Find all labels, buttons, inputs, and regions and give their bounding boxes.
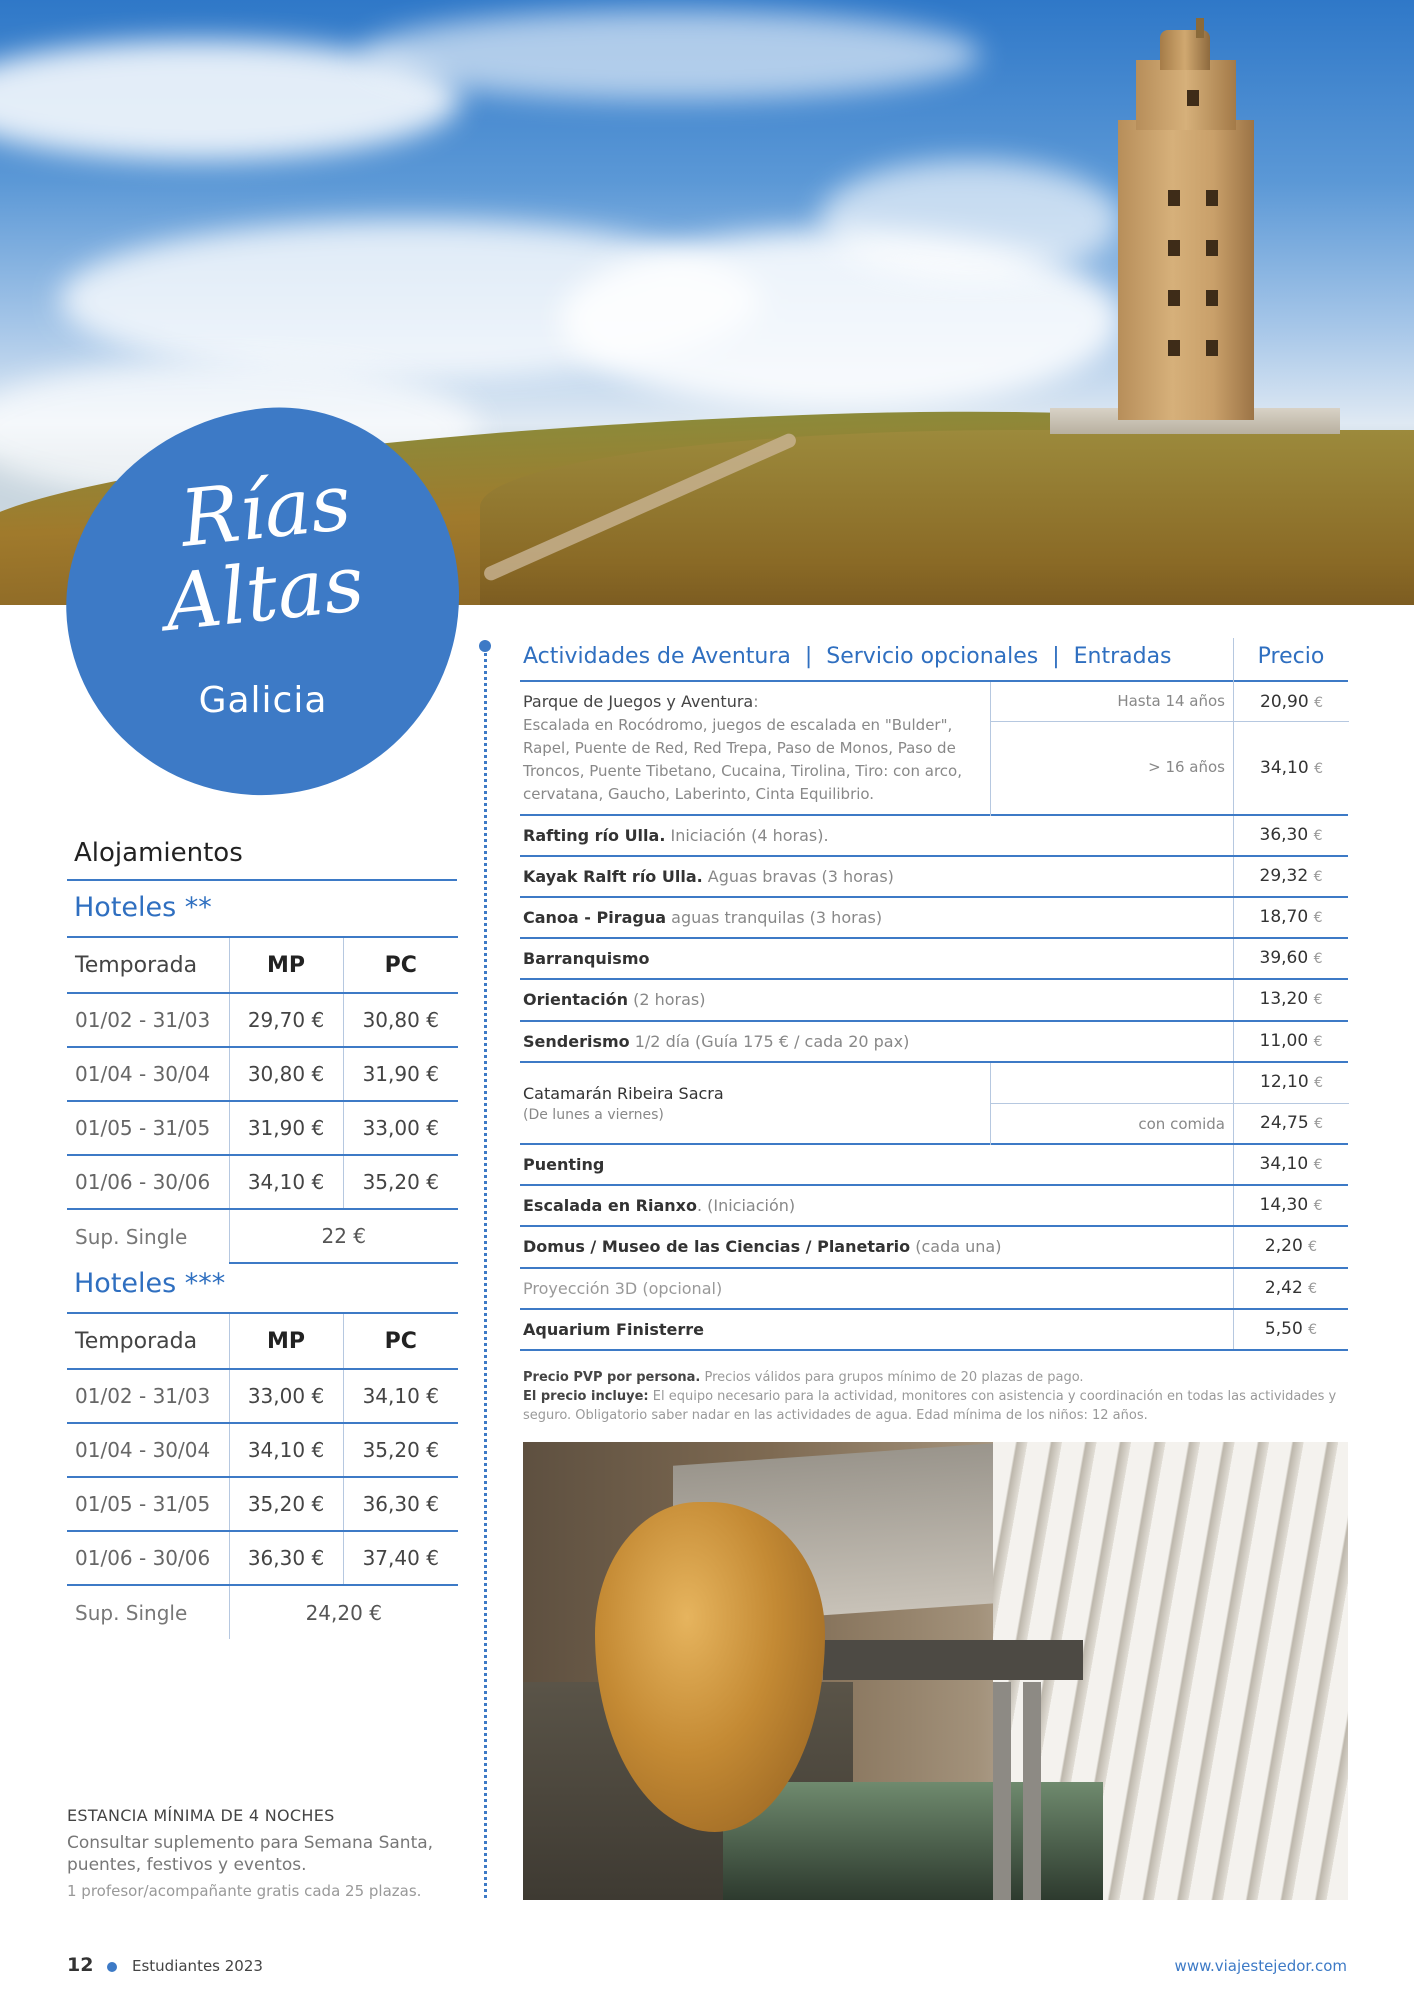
- pvp-label: Precio PVP por persona.: [523, 1370, 701, 1385]
- single-supplement-label: Sup. Single: [75, 1600, 188, 1625]
- price-value: 12,10: [1260, 1072, 1309, 1092]
- page-number: 12: [67, 1954, 94, 1976]
- accommodation-heading: Alojamientos: [74, 838, 243, 868]
- season-header: Temporada: [67, 937, 229, 993]
- activity-name: Domus / Museo de las Ciencias / Planetario: [523, 1237, 911, 1256]
- currency: €: [1314, 1116, 1323, 1132]
- activity-name: Senderismo: [523, 1032, 630, 1051]
- hotels-2-star-title: Hoteles **: [74, 892, 212, 923]
- activity-detail: 1/2 día (Guía 175 € / cada 20 pax): [629, 1032, 910, 1051]
- mp-price-cell: 31,90 €: [229, 1101, 343, 1155]
- table-row: [520, 1063, 1348, 1145]
- pc-price-cell: 35,20 €: [343, 1155, 458, 1209]
- season-cell: 01/02 - 31/03: [67, 1369, 229, 1423]
- activity-name-suffix: :: [753, 692, 759, 711]
- teacher-note: 1 profesor/acompañante gratis cada 25 plazas.: [67, 1882, 422, 1900]
- mp-price-cell: 29,70 €: [229, 993, 343, 1047]
- activity-detail: aguas tranquilas (3 horas): [666, 908, 883, 927]
- activity-name: Orientación: [523, 990, 629, 1009]
- season-cell: 01/04 - 30/04: [67, 1047, 229, 1101]
- table-row: [67, 1477, 458, 1531]
- table-row: [520, 682, 1348, 816]
- activity-name: Aquarium Finisterre: [523, 1320, 704, 1339]
- hotels-3-star-title: Hoteles ***: [74, 1268, 226, 1299]
- activities-heading: Actividades de Aventura | Servicio opcionales | Entradas: [523, 644, 1172, 669]
- destination-region: Galicia: [198, 680, 328, 721]
- season-cell: 01/02 - 31/03: [67, 993, 229, 1047]
- price-value: 2,20: [1264, 1236, 1303, 1256]
- mp-price-cell: 33,00 €: [229, 1369, 343, 1423]
- price-value: 18,70: [1259, 907, 1309, 927]
- table-row: [520, 898, 1348, 939]
- activity-detail: Iniciación (4 horas).: [665, 826, 829, 845]
- season-cell: 01/05 - 31/05: [67, 1101, 229, 1155]
- currency: €: [1314, 695, 1323, 711]
- pc-price-cell: 30,80 €: [343, 993, 458, 1047]
- table-row: [520, 980, 1348, 1022]
- activity-name: Barranquismo: [523, 949, 650, 968]
- table-row: [67, 1155, 458, 1209]
- price-cell: [1233, 1063, 1348, 1143]
- activity-name: Canoa - Piragua: [523, 908, 667, 927]
- table-row: [520, 1310, 1348, 1351]
- season-cell: 01/04 - 30/04: [67, 1423, 229, 1477]
- hotels-2-star-table: [67, 936, 458, 1264]
- price-cell: [1233, 980, 1348, 1020]
- price-cell: [1233, 1145, 1348, 1184]
- pc-price-cell: 37,40 €: [343, 1531, 458, 1585]
- column-divider: [484, 648, 487, 1898]
- table-row: [520, 1145, 1348, 1186]
- price-cell: [1233, 1269, 1348, 1308]
- table-row: [520, 1269, 1348, 1310]
- price-footnote: [523, 1368, 1351, 1425]
- includes-label: El precio incluye:: [523, 1389, 649, 1404]
- activity-detail: Proyección 3D (opcional): [523, 1279, 723, 1298]
- single-supplement-row: [67, 1585, 458, 1639]
- price-cell: [1233, 1227, 1348, 1267]
- activity-detail: Aguas bravas (3 horas): [702, 867, 894, 886]
- activity-detail: (De lunes a viernes): [523, 1107, 664, 1123]
- table-row: [67, 1531, 458, 1585]
- option-label: [990, 1063, 1233, 1104]
- option-label: > 16 años: [990, 722, 1233, 816]
- price-value: 29,32: [1259, 866, 1309, 886]
- activity-name: Escalada en Rianxo: [523, 1196, 697, 1215]
- pc-price-cell: 31,90 €: [343, 1047, 458, 1101]
- activity-name: Rafting río Ulla.: [523, 826, 666, 845]
- table-row: [520, 816, 1348, 857]
- price-cell: [1233, 857, 1348, 896]
- mp-price-cell: 34,10 €: [229, 1155, 343, 1209]
- currency: €: [1313, 828, 1323, 844]
- pc-price-cell: 35,20 €: [343, 1423, 458, 1477]
- mp-price-cell: 35,20 €: [229, 1477, 343, 1531]
- price-value: 24,75: [1260, 1113, 1309, 1133]
- website-link[interactable]: www.viajestejedor.com: [1174, 1957, 1347, 1975]
- season-cell: 01/06 - 30/06: [67, 1155, 229, 1209]
- pvp-text: Precios válidos para grupos mínimo de 20 plazas de pago.: [700, 1370, 1084, 1385]
- currency: €: [1313, 1198, 1323, 1214]
- table-row: [67, 1101, 458, 1155]
- mp-price-cell: 34,10 €: [229, 1423, 343, 1477]
- pc-price-cell: 33,00 €: [343, 1101, 458, 1155]
- mp-header: MP: [229, 1313, 343, 1369]
- activity-name: Puenting: [523, 1155, 605, 1174]
- activity-detail: . (Iniciación): [696, 1196, 796, 1215]
- option-label: Hasta 14 años: [990, 682, 1233, 722]
- currency: €: [1308, 1322, 1318, 1338]
- activity-detail: (2 horas): [628, 990, 706, 1009]
- season-header: Temporada: [67, 1313, 229, 1369]
- table-row: [520, 1227, 1348, 1269]
- activity-name: Kayak Ralft río Ulla.: [523, 867, 703, 886]
- pc-price-cell: 34,10 €: [343, 1369, 458, 1423]
- mp-header: MP: [229, 937, 343, 993]
- activity-name: Parque de Juegos y Aventura: [523, 692, 754, 711]
- table-row: [520, 1022, 1348, 1063]
- price-cell: [1233, 682, 1348, 814]
- dot-icon: [107, 1962, 117, 1972]
- table-row: [67, 1369, 458, 1423]
- currency: €: [1313, 1157, 1323, 1173]
- hotels-3-star-table: [67, 1312, 458, 1639]
- currency: €: [1308, 1239, 1318, 1255]
- price-cell: [1233, 1186, 1348, 1225]
- museum-photo: [523, 1442, 1348, 1900]
- pc-price-cell: 36,30 €: [343, 1477, 458, 1531]
- accommodation-divider: [67, 879, 457, 881]
- includes-text: El equipo necesario para la actividad, monitores con asistencia y coordinación en todas las actividades y seguro. Obligatorio saber nadar en las actividades de agua. Edad mínima de los niños: 12 años.: [523, 1389, 1337, 1423]
- supplement-note: Consultar suplemento para Semana Santa, puentes, festivos y eventos.: [67, 1833, 434, 1875]
- currency: €: [1308, 1281, 1318, 1297]
- price-value: 5,50: [1264, 1319, 1303, 1339]
- currency: €: [1314, 761, 1323, 777]
- price-cell: [1233, 816, 1348, 855]
- min-stay-note: ESTANCIA MÍNIMA DE 4 NOCHES: [67, 1806, 335, 1825]
- option-label: con comida: [990, 1104, 1233, 1145]
- currency: €: [1313, 910, 1323, 926]
- price-cell: [1233, 1310, 1348, 1349]
- pc-header: PC: [343, 937, 458, 993]
- currency: €: [1313, 1034, 1323, 1050]
- price-value: 39,60: [1259, 948, 1309, 968]
- price-value: 34,10: [1259, 1154, 1309, 1174]
- single-supplement-row: [67, 1209, 458, 1263]
- price-cell: [1233, 939, 1348, 978]
- table-row: [67, 993, 458, 1047]
- mp-price-cell: 30,80 €: [229, 1047, 343, 1101]
- mp-price-cell: 36,30 €: [229, 1531, 343, 1585]
- activity-description: Escalada en Rocódromo, juegos de escalada en "Bulder", Rapel, Puente de Red, Red Trepa, Paso de Monos, Paso de Troncos, Puente Tibetano, Cucaina, Tirolina, Tiro: con arco, cervatana, Gaucho, Laberinto, Cinta Equilibrio.: [523, 716, 962, 803]
- price-value: 2,42: [1264, 1278, 1303, 1298]
- price-value: 13,20: [1259, 989, 1309, 1009]
- price-value: 36,30: [1259, 825, 1309, 845]
- season-cell: 01/06 - 30/06: [67, 1531, 229, 1585]
- single-supplement-value: 22 €: [229, 1209, 458, 1263]
- price-cell: [1233, 898, 1348, 937]
- activity-name: Catamarán Ribeira Sacra: [523, 1084, 724, 1103]
- price-heading: Precio: [1233, 638, 1348, 682]
- price-value: 11,00: [1259, 1031, 1309, 1051]
- single-supplement-label: Sup. Single: [75, 1224, 188, 1249]
- table-row: [520, 857, 1348, 898]
- price-value: 20,90: [1260, 692, 1309, 712]
- table-row: [520, 1186, 1348, 1227]
- activity-detail: (cada una): [910, 1237, 1002, 1256]
- destination-title: Rías Altas: [160, 457, 369, 649]
- price-value: 14,30: [1259, 1195, 1309, 1215]
- table-row: [67, 1047, 458, 1101]
- currency: €: [1313, 992, 1323, 1008]
- currency: €: [1313, 951, 1323, 967]
- price-value: 34,10: [1260, 758, 1309, 778]
- currency: €: [1313, 869, 1323, 885]
- activities-header: [520, 640, 1348, 682]
- price-cell: [1233, 1022, 1348, 1061]
- currency: €: [1314, 1075, 1323, 1091]
- single-supplement-value: 24,20 €: [229, 1585, 458, 1639]
- pc-header: PC: [343, 1313, 458, 1369]
- table-row: [67, 1423, 458, 1477]
- table-row: [520, 939, 1348, 980]
- publication-name: Estudiantes 2023: [132, 1957, 263, 1975]
- season-cell: 01/05 - 31/05: [67, 1477, 229, 1531]
- lighthouse-tower: [1118, 120, 1254, 420]
